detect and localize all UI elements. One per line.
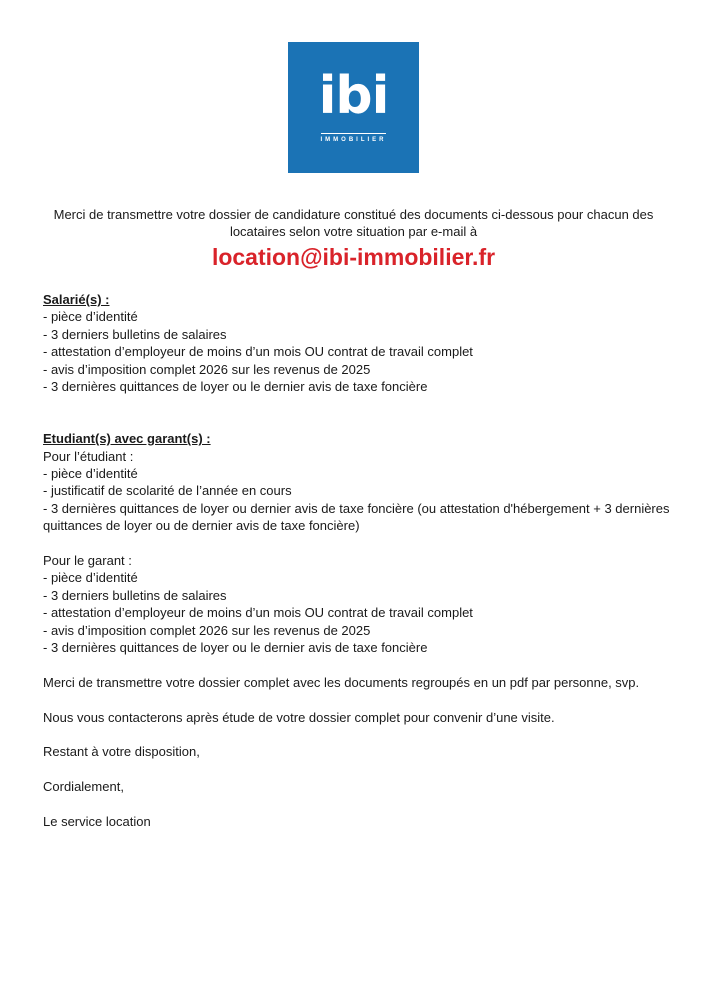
list-item: - attestation d’employeur de moins d’un mois OU contrat de travail complet — [43, 344, 473, 360]
student-label: Pour l’étudiant : — [43, 448, 134, 464]
logo-subtitle: IMMOBILIER — [320, 137, 387, 143]
list-item: - avis d’imposition complet 2026 sur les revenus de 2025 — [43, 361, 371, 377]
list-item: - avis d’imposition complet 2026 sur les revenus de 2025 — [43, 622, 371, 638]
disposition-text: Restant à votre disposition, — [43, 744, 200, 760]
list-item: - pièce d’identité — [43, 309, 138, 325]
list-item: - 3 dernières quittances de loyer ou dernier avis de taxe foncière (ou attestation d'hébergement + 3 dernières quittances de loyer ou de dernier avis de taxe foncière) — [43, 500, 674, 534]
guarantor-label: Pour le garant : — [43, 553, 132, 569]
list-item: - 3 dernières quittances de loyer ou le dernier avis de taxe foncière — [43, 640, 428, 656]
transmit-text: Merci de transmettre votre dossier complet avec les documents regroupés en un pdf par personne, svp. — [43, 674, 640, 690]
salaries-heading: Salarié(s) : — [43, 292, 110, 307]
list-item: - 3 dernières quittances de loyer ou le dernier avis de taxe foncière — [43, 379, 428, 395]
signature-text: Le service location — [43, 814, 151, 830]
list-item: - pièce d’identité — [43, 466, 138, 482]
spacer — [43, 761, 673, 778]
spacer — [43, 657, 673, 674]
spacer — [43, 395, 673, 430]
list-item: - attestation d’employeur de moins d’un mois OU contrat de travail complet — [43, 605, 473, 621]
list-item: - 3 derniers bulletins de salaires — [43, 587, 227, 603]
contact-text: Nous vous contacterons après étude de votre dossier complet pour convenir d’une visite. — [43, 709, 555, 725]
intro-text: Merci de transmettre votre dossier de candidature constitué des documents ci-dessous pour chacun des locataires selon votre situation par e-mail à — [53, 207, 654, 239]
spacer — [43, 726, 673, 743]
ibi-logo — [288, 42, 419, 173]
spacer — [43, 535, 673, 552]
list-item: - 3 derniers bulletins de salaires — [43, 326, 227, 342]
logo-word: ibi — [318, 66, 389, 126]
document-body — [43, 291, 673, 830]
logo-divider — [321, 133, 386, 134]
regards-text: Cordialement, — [43, 779, 124, 795]
students-heading: Etudiant(s) avec garant(s) : — [43, 431, 211, 447]
email-link[interactable]: location@ibi-immobilier.fr — [211, 244, 496, 270]
list-item: - justificatif de scolarité de l’année en cours — [43, 483, 292, 499]
list-item: - pièce d’identité — [43, 570, 138, 586]
spacer — [43, 691, 673, 708]
spacer — [43, 796, 673, 813]
